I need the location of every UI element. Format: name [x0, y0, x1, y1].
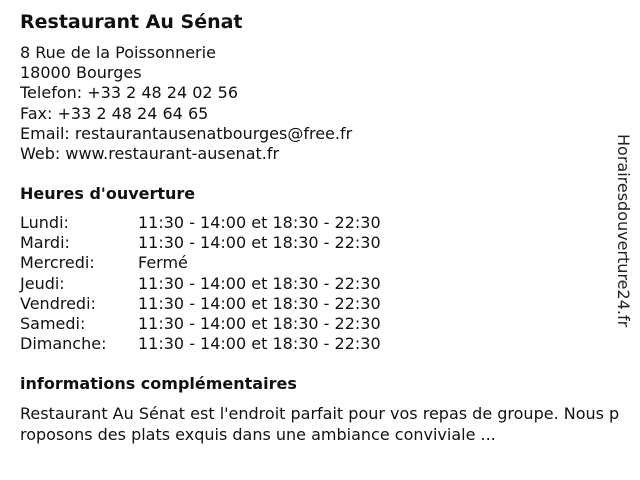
day-label: Samedi:	[20, 314, 86, 334]
day-label: Mercredi:	[20, 253, 95, 273]
hours-row-wednesday	[20, 253, 381, 273]
time-value: 11:30 - 14:00 et 18:30 - 22:30	[138, 273, 381, 293]
hours-row-thursday	[20, 274, 381, 294]
address-street: 8 Rue de la Poissonnerie	[20, 43, 216, 62]
time-value: Fermé	[138, 253, 188, 273]
opening-hours-heading: Heures d'ouverture	[20, 184, 196, 203]
restaurant-name: Restaurant Au Sénat	[20, 11, 243, 33]
site-watermark: Horairesdouverture24.fr	[614, 134, 633, 328]
hours-row-monday	[20, 213, 381, 233]
phone-number: Telefon: +33 2 48 24 02 56	[20, 83, 239, 103]
time-value: 11:30 - 14:00 et 18:30 - 22:30	[138, 233, 381, 253]
day-label: Vendredi:	[20, 293, 96, 313]
time-value: 11:30 - 14:00 et 18:30 - 22:30	[138, 314, 381, 334]
day-label: Lundi:	[20, 213, 69, 232]
day-label: Dimanche:	[20, 334, 107, 354]
restaurant-description: Restaurant Au Sénat est l'endroit parfait pour vos repas de groupe. Nous proposons des plats exquis dans une ambiance conviviale ...	[20, 404, 620, 444]
hours-row-friday	[20, 294, 381, 314]
time-value: 11:30 - 14:00 et 18:30 - 22:30	[138, 334, 381, 354]
additional-info-heading: informations complémentaires	[20, 374, 297, 393]
opening-hours-table	[20, 213, 381, 354]
day-label: Jeudi:	[20, 273, 65, 293]
contact-block	[20, 43, 352, 164]
email-address: Email: restaurantausenatbourges@free.fr	[20, 123, 353, 143]
hours-row-sunday	[20, 334, 381, 354]
hours-row-saturday	[20, 314, 381, 334]
website-address: Web: www.restaurant-ausenat.fr	[20, 144, 280, 164]
hours-row-tuesday	[20, 233, 381, 253]
day-label: Mardi:	[20, 233, 70, 253]
fax-number: Fax: +33 2 48 24 64 65	[20, 103, 209, 123]
time-value: 11:30 - 14:00 et 18:30 - 22:30	[138, 293, 381, 313]
time-value: 11:30 - 14:00 et 18:30 - 22:30	[138, 213, 381, 232]
address-city: 18000 Bourges	[20, 63, 142, 83]
